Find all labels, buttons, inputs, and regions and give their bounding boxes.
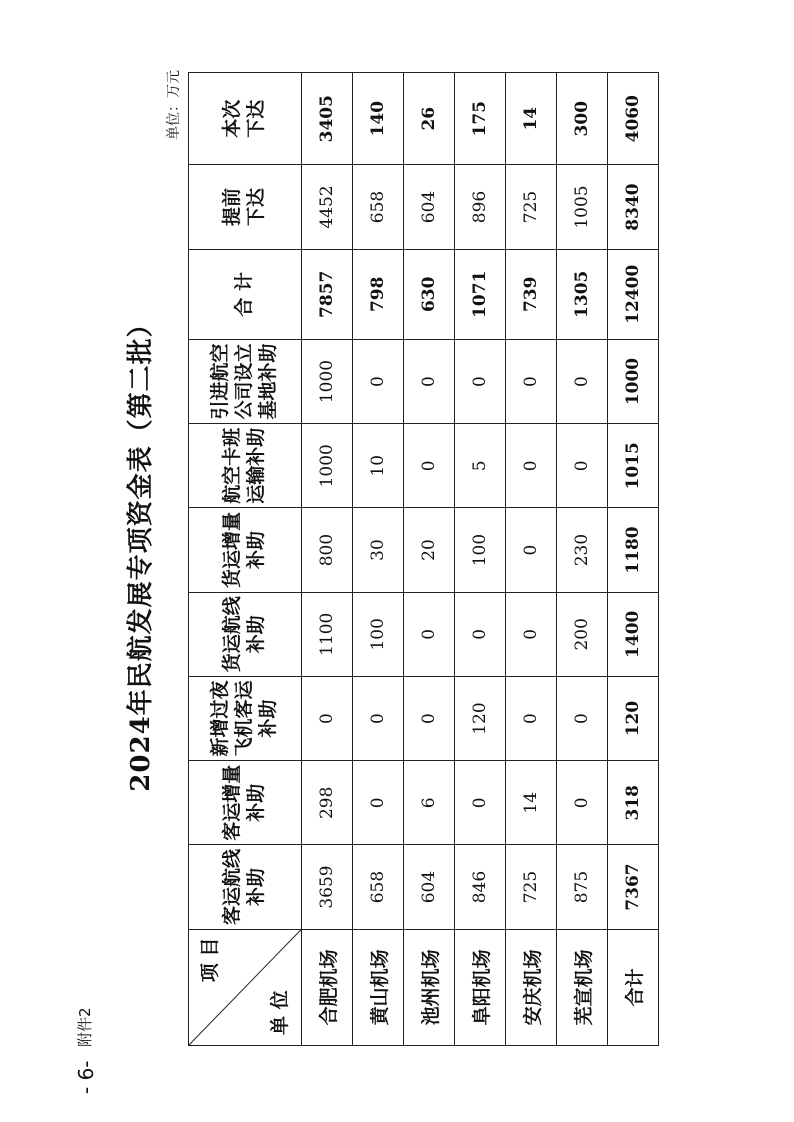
total-cell: 120: [608, 676, 659, 760]
value-cell: 0: [455, 592, 506, 676]
value-cell: 14: [506, 761, 557, 845]
value-cell: 896: [455, 165, 506, 249]
total-cell: 1400: [608, 592, 659, 676]
document-title: 2024年民航发展专项资金表（第二批）: [126, 310, 156, 792]
value-cell: 0: [404, 676, 455, 760]
corner-item-label: 项 目: [199, 937, 221, 983]
value-cell: 100: [353, 592, 404, 676]
value-cell: 0: [353, 676, 404, 760]
total-cell: 318: [608, 761, 659, 845]
value-cell: 0: [353, 339, 404, 423]
value-cell: 5: [455, 424, 506, 508]
value-cell: 798: [353, 249, 404, 339]
value-cell: 1005: [557, 165, 608, 249]
value-cell: 0: [302, 676, 353, 760]
value-cell: 0: [506, 676, 557, 760]
value-cell: 298: [302, 761, 353, 845]
corner-cell: [189, 929, 302, 1045]
value-cell: 100: [455, 508, 506, 592]
table-row: [302, 73, 353, 1046]
value-cell: 0: [506, 424, 557, 508]
row-name: 黄山机场: [353, 929, 404, 1045]
value-cell: 30: [353, 508, 404, 592]
total-cell: 7367: [608, 845, 659, 929]
value-cell: 4452: [302, 165, 353, 249]
fund-table: [188, 72, 659, 1046]
header-cell: 货运航线补助: [189, 592, 302, 676]
value-cell: 630: [404, 249, 455, 339]
row-name: 芜宣机场: [557, 929, 608, 1045]
value-cell: 300: [557, 73, 608, 165]
header-cell: 客运航线补助: [189, 845, 302, 929]
value-cell: 1100: [302, 592, 353, 676]
row-name: 阜阳机场: [455, 929, 506, 1045]
value-cell: 0: [557, 761, 608, 845]
value-cell: 658: [353, 165, 404, 249]
value-cell: 725: [506, 845, 557, 929]
value-cell: 10: [353, 424, 404, 508]
value-cell: 175: [455, 73, 506, 165]
value-cell: 0: [353, 761, 404, 845]
value-cell: 7857: [302, 249, 353, 339]
value-cell: 0: [557, 339, 608, 423]
value-cell: 800: [302, 508, 353, 592]
value-cell: 0: [455, 339, 506, 423]
value-cell: 0: [404, 592, 455, 676]
total-cell: 1015: [608, 424, 659, 508]
value-cell: 1071: [455, 249, 506, 339]
value-cell: 1000: [302, 424, 353, 508]
value-cell: 0: [557, 676, 608, 760]
value-cell: 20: [404, 508, 455, 592]
value-cell: 725: [506, 165, 557, 249]
value-cell: 3405: [302, 73, 353, 165]
value-cell: 658: [353, 845, 404, 929]
value-cell: 739: [506, 249, 557, 339]
table-row: [557, 73, 608, 1046]
value-cell: 0: [455, 761, 506, 845]
header-cell: 本次下达: [189, 73, 302, 165]
value-cell: 200: [557, 592, 608, 676]
value-cell: 0: [506, 592, 557, 676]
table-row: [353, 73, 404, 1046]
value-cell: 846: [455, 845, 506, 929]
attachment-label: 附件2: [76, 1007, 94, 1047]
header-row: [189, 73, 302, 1046]
total-label: 合计: [608, 929, 659, 1045]
unit-label: 单位：万元: [166, 70, 182, 140]
total-cell: 12400: [608, 249, 659, 339]
value-cell: 0: [506, 339, 557, 423]
header-cell: 货运增量补助: [189, 508, 302, 592]
total-cell: 8340: [608, 165, 659, 249]
total-cell: 4060: [608, 73, 659, 165]
row-name: 池州机场: [404, 929, 455, 1045]
table-row: [404, 73, 455, 1046]
header-cell: 合 计: [189, 249, 302, 339]
total-cell: 1000: [608, 339, 659, 423]
table-row: [455, 73, 506, 1046]
value-cell: 0: [404, 424, 455, 508]
total-row: [608, 73, 659, 1046]
value-cell: 120: [455, 676, 506, 760]
value-cell: 875: [557, 845, 608, 929]
header-cell: 引进航空公司设立基地补助: [189, 339, 302, 423]
total-cell: 1180: [608, 508, 659, 592]
value-cell: 604: [404, 845, 455, 929]
value-cell: 604: [404, 165, 455, 249]
value-cell: 14: [506, 73, 557, 165]
value-cell: 6: [404, 761, 455, 845]
value-cell: 3659: [302, 845, 353, 929]
row-name: 安庆机场: [506, 929, 557, 1045]
value-cell: 140: [353, 73, 404, 165]
value-cell: 0: [506, 508, 557, 592]
value-cell: 0: [404, 339, 455, 423]
value-cell: 1000: [302, 339, 353, 423]
value-cell: 26: [404, 73, 455, 165]
value-cell: 1305: [557, 249, 608, 339]
table-row: [506, 73, 557, 1046]
header-cell: 新增过夜飞机客运补助: [189, 676, 302, 760]
header-cell: 提前下达: [189, 165, 302, 249]
header-cell: 航空卡班运输补助: [189, 424, 302, 508]
header-cell: 客运增量补助: [189, 761, 302, 845]
page-number: - 6-: [74, 1060, 98, 1094]
value-cell: 0: [557, 424, 608, 508]
value-cell: 230: [557, 508, 608, 592]
row-name: 合肥机场: [302, 929, 353, 1045]
corner-unit-label: 单 位: [269, 990, 292, 1035]
